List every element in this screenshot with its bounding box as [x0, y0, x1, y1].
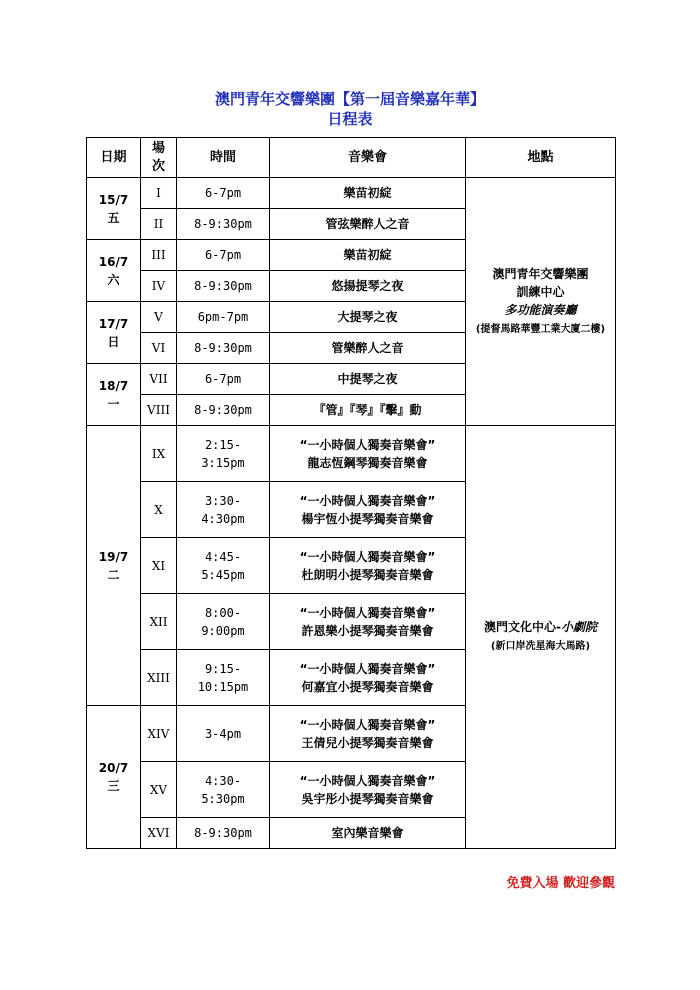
concert-line: 大提琴之夜 [337, 310, 398, 324]
concert-line: “一小時個人獨奏音樂會” [299, 437, 436, 452]
date-cell [87, 178, 141, 240]
time-cell [177, 818, 270, 849]
header-session [141, 138, 177, 178]
venue-address: (提督馬路華豐工業大廈二樓) [475, 323, 606, 335]
concert-line: “一小時個人獨奏音樂會” [299, 605, 436, 620]
concert-cell [270, 209, 466, 240]
time-line: 6pm-7pm [197, 310, 249, 324]
concert-line: “一小時個人獨奏音樂會” [299, 717, 436, 732]
time-line: 8-9:30pm [194, 403, 252, 417]
concert-line: “一小時個人獨奏音樂會” [299, 493, 436, 508]
time-line: 8:00- [204, 605, 242, 620]
date-value: 15/7 [98, 192, 129, 207]
header-row [87, 138, 616, 178]
session-number: XIII [141, 650, 177, 706]
venue-address: (新口岸冼星海大馬路) [490, 641, 591, 652]
weekday-value: 五 [107, 210, 120, 225]
concert-line: 王倩兒小提琴獨奏音樂會 [301, 735, 434, 750]
time-line: 3-4pm [204, 726, 242, 741]
date-value: 19/7 [98, 549, 129, 564]
date-value: 20/7 [98, 761, 129, 775]
time-cell [177, 762, 270, 818]
admission-note: 免費入場 歡迎參觀 [506, 876, 615, 891]
time-cell [177, 426, 270, 482]
concert-line: 『管』『琴』『擊』動 [313, 403, 422, 417]
date-value: 17/7 [98, 316, 129, 331]
time-line: 8-9:30pm [194, 341, 252, 355]
time-line: 8-9:30pm [194, 217, 252, 231]
time-line: 8-9:30pm [194, 279, 252, 293]
session-number: VII [141, 364, 177, 395]
header-venue: 地點 [466, 138, 616, 178]
concert-line: 龍志恆鋼琴獨奏音樂會 [307, 455, 428, 470]
session-number: I [141, 178, 177, 209]
venue-name: 澳門文化中心- [484, 620, 561, 634]
weekday-value: 三 [107, 779, 120, 793]
venue-name-line: 澳門青年交響樂團 [492, 266, 589, 281]
time-cell [177, 364, 270, 395]
time-line: 6-7pm [204, 248, 242, 262]
schedule-body [87, 178, 616, 849]
concert-line: 楊宇恆小提琴獨奏音樂會 [301, 511, 434, 526]
venue-hall: 小劇院 [560, 620, 597, 634]
time-cell [177, 271, 270, 302]
session-number: II [141, 209, 177, 240]
time-line: 6-7pm [204, 186, 242, 200]
time-cell [177, 240, 270, 271]
date-value: 18/7 [98, 378, 129, 393]
header-concert: 音樂會 [270, 138, 466, 178]
concert-line: 室內樂音樂會 [331, 826, 404, 840]
session-number: XV [141, 762, 177, 818]
time-cell [177, 538, 270, 594]
concert-cell [270, 240, 466, 271]
concert-line: 樂苗初綻 [343, 186, 392, 200]
time-line: 5:45pm [201, 567, 245, 582]
time-line: 2:15- [204, 437, 242, 452]
time-cell [177, 302, 270, 333]
concert-line: 許恩樂小提琴獨奏音樂會 [301, 623, 434, 638]
concert-cell [270, 706, 466, 762]
concert-cell [270, 594, 466, 650]
time-cell [177, 395, 270, 426]
concert-cell [270, 395, 466, 426]
session-number: VIII [141, 395, 177, 426]
header-session-line1: 場 [151, 140, 165, 156]
time-line: 10:15pm [197, 679, 249, 694]
time-line: 4:45- [204, 549, 242, 564]
table-row [87, 426, 616, 482]
time-cell [177, 333, 270, 364]
venue-hall: 多功能演奏廳 [504, 302, 577, 317]
time-line: 3:30- [204, 493, 242, 508]
session-number: XII [141, 594, 177, 650]
concert-line: “一小時個人獨奏音樂會” [299, 549, 436, 564]
header-time: 時間 [177, 138, 270, 178]
time-cell [177, 594, 270, 650]
session-number: X [141, 482, 177, 538]
weekday-value: 日 [107, 334, 120, 349]
concert-line: 管弦樂醉人之音 [325, 217, 410, 231]
date-cell [87, 302, 141, 364]
venue-cell [466, 426, 616, 849]
concert-cell [270, 333, 466, 364]
date-cell [87, 240, 141, 302]
weekday-value: 六 [107, 272, 120, 287]
time-cell [177, 178, 270, 209]
session-number: VI [141, 333, 177, 364]
session-number: IV [141, 271, 177, 302]
concert-cell [270, 302, 466, 333]
time-line: 9:15- [204, 661, 242, 676]
document-subtitle: 日程表 [327, 110, 373, 128]
document-title: 澳門青年交響樂團【第一屆音樂嘉年華】 [214, 90, 485, 108]
concert-line: 樂苗初綻 [343, 248, 392, 262]
concert-cell [270, 650, 466, 706]
time-cell [177, 706, 270, 762]
weekday-value: 一 [107, 396, 120, 411]
concert-cell [270, 482, 466, 538]
time-cell [177, 482, 270, 538]
weekday-value: 二 [107, 567, 120, 582]
concert-cell [270, 426, 466, 482]
date-cell [87, 364, 141, 426]
session-number: V [141, 302, 177, 333]
time-line: 3:15pm [201, 455, 245, 470]
session-number: IX [141, 426, 177, 482]
concert-cell [270, 178, 466, 209]
time-line: 9:00pm [201, 623, 245, 638]
session-number: XVI [141, 818, 177, 849]
concert-line: 吳宇彤小提琴獨奏音樂會 [301, 791, 434, 806]
time-line: 6-7pm [204, 372, 242, 386]
time-line: 4:30- [204, 773, 242, 788]
concert-line: 何嘉宜小提琴獨奏音樂會 [301, 679, 434, 694]
header-session-line2: 次 [151, 158, 165, 174]
concert-line: 管樂醉人之音 [331, 341, 404, 355]
session-number: XI [141, 538, 177, 594]
concert-cell [270, 271, 466, 302]
venue-name-line: 訓練中心 [516, 284, 565, 299]
concert-line: 杜朗明小提琴獨奏音樂會 [301, 567, 434, 582]
session-number: III [141, 240, 177, 271]
date-value: 16/7 [98, 254, 129, 269]
time-line: 4:30pm [201, 511, 245, 526]
header-date: 日期 [87, 138, 141, 178]
date-cell [87, 706, 141, 849]
venue-cell [466, 178, 616, 426]
concert-line: 悠揚提琴之夜 [331, 279, 404, 293]
concert-line: “一小時個人獨奏音樂會” [299, 661, 436, 676]
concert-cell [270, 818, 466, 849]
concert-cell [270, 762, 466, 818]
session-number: XIV [141, 706, 177, 762]
concert-line: “一小時個人獨奏音樂會” [299, 773, 436, 788]
time-line: 5:30pm [201, 791, 245, 806]
concert-line: 中提琴之夜 [337, 372, 398, 386]
concert-cell [270, 364, 466, 395]
time-cell [177, 650, 270, 706]
concert-cell [270, 538, 466, 594]
time-line: 8-9:30pm [194, 826, 252, 840]
table-row [87, 178, 616, 209]
date-cell [87, 426, 141, 706]
time-cell [177, 209, 270, 240]
schedule-table [86, 137, 616, 849]
